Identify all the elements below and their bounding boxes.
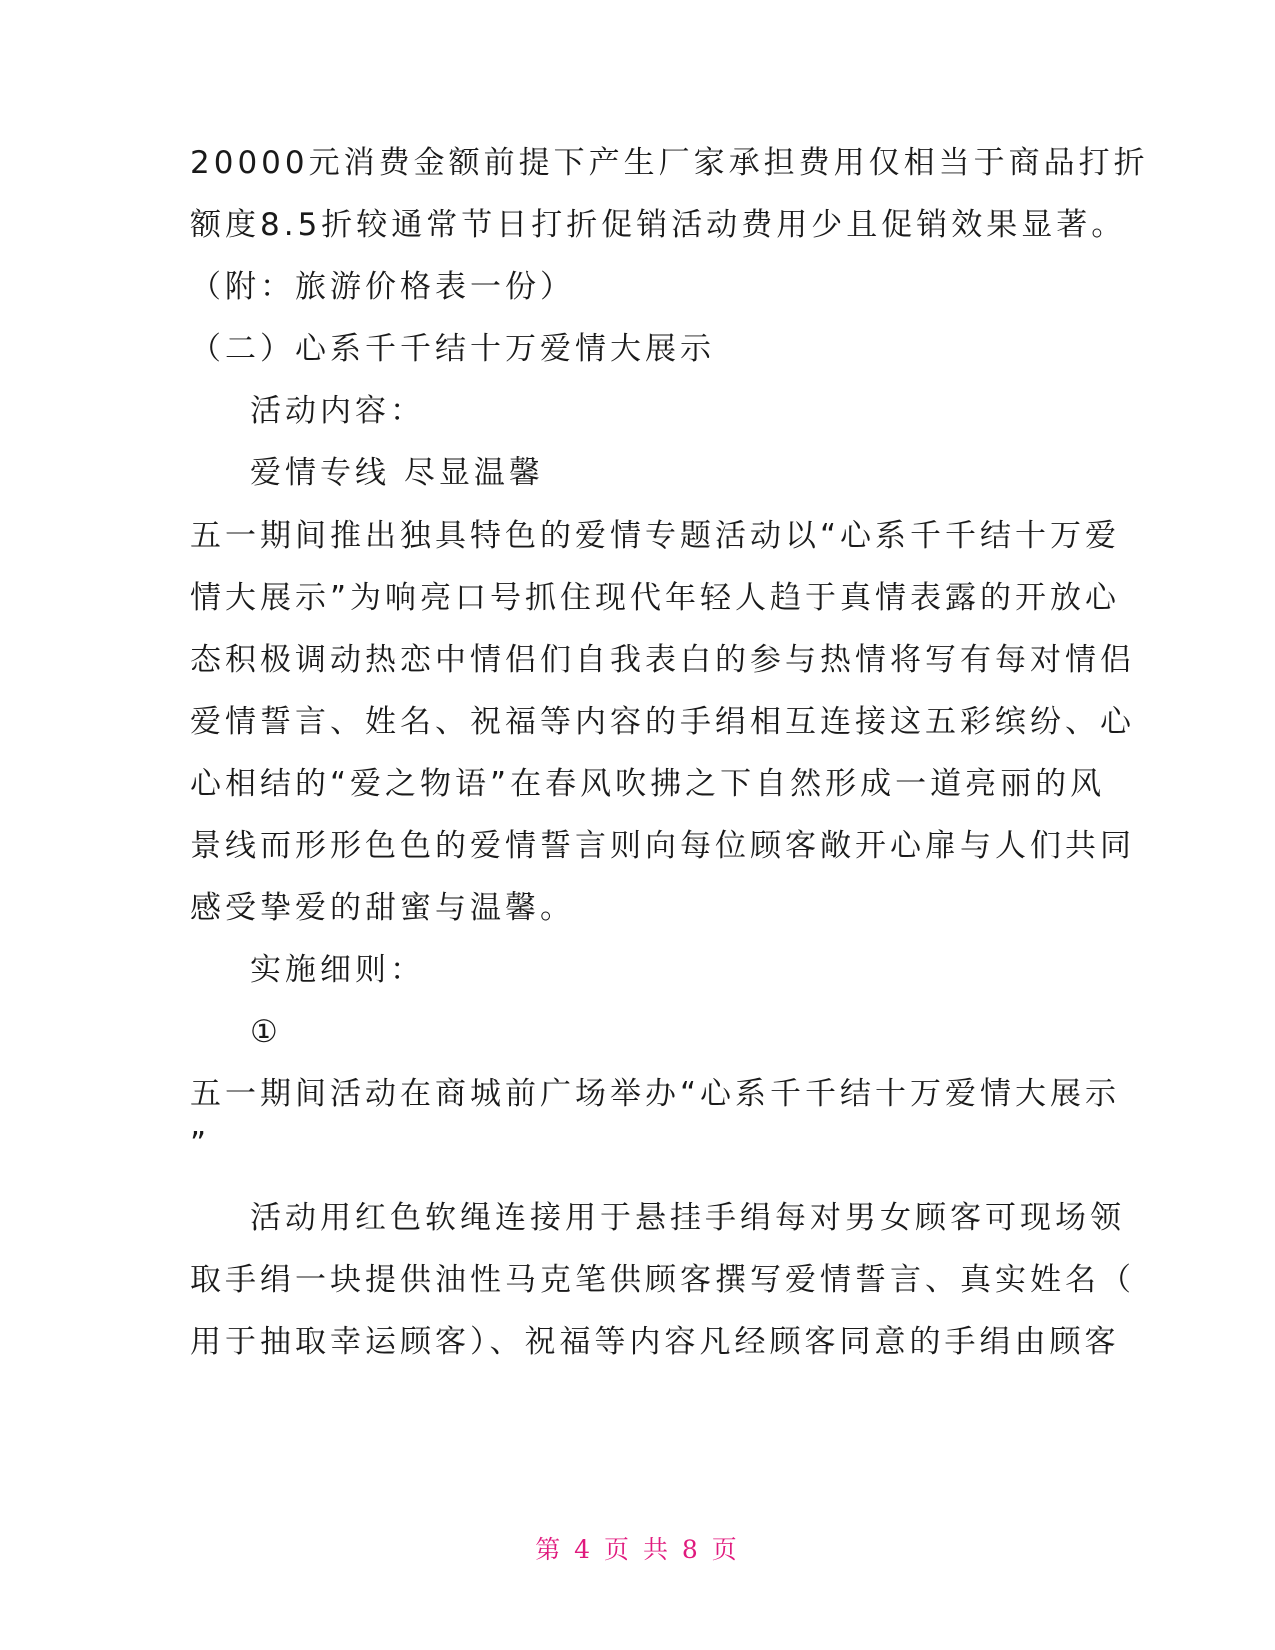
section-heading: （二）心系千千结十万爱情大展示 [190,331,715,367]
body-line-1: 20000元消费金额前提下产生厂家承担费用仅相当于商品打折 [190,145,1149,181]
body-line-8: 情大展示”为响亮口号抓住现代年轻人趋于真情表露的开放心 [190,580,1121,616]
subheading-love-line: 爱情专线 尽显温馨 [250,455,544,491]
body-line-3: （附：旅游价格表一份） [190,269,575,305]
body-line-11: 心相结的“爱之物语”在春风吹拂之下自然形成一道亮丽的风 [190,766,1106,802]
subheading-implementation: 实施细则： [250,952,425,988]
body-line-16: 五一期间活动在商城前广场举办“心系千千结十万爱情大展示 [190,1076,1121,1112]
body-line-13: 感受挚爱的甜蜜与温馨。 [190,890,575,926]
body-line-2: 额度8.5折较通常节日打折促销活动费用少且促销效果显著。 [190,207,1127,243]
page-number-footer: 第 4 页 共 8 页 [535,1535,740,1564]
body-line-7: 五一期间推出独具特色的爱情专题活动以“心系千千结十万爱 [190,518,1121,554]
body-line-9: 态积极调动热恋中情侣们自我表白的参与热情将写有每对情侣 [190,642,1135,678]
item-number-1: ① [250,1014,282,1050]
body-line-19: 取手绢一块提供油性马克笔供顾客撰写爱情誓言、真实姓名（ [190,1262,1135,1298]
body-line-20: 用于抽取幸运顾客）、祝福等内容凡经顾客同意的手绢由顾客 [190,1324,1120,1360]
body-line-10: 爱情誓言、姓名、祝福等内容的手绢相互连接这五彩缤纷、心 [190,704,1135,740]
body-line-12: 景线而形形色色的爱情誓言则向每位顾客敞开心扉与人们共同 [190,828,1135,864]
body-line-18: 活动用红色软绳连接用于悬挂手绢每对男女顾客可现场领 [250,1200,1125,1236]
body-line-17: ” [190,1126,211,1162]
subheading-activity-content: 活动内容： [250,393,425,429]
